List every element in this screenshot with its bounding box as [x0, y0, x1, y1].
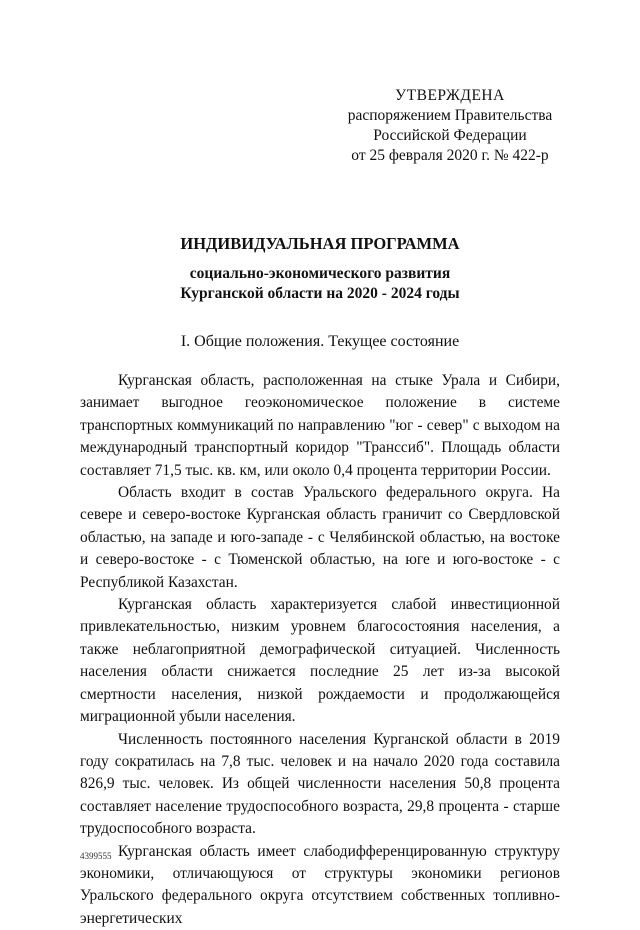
section-heading: I. Общие положения. Текущее состояние: [180, 333, 460, 350]
document-subtitle-line-2: Курганской области на 2020 - 2024 годы: [180, 285, 460, 302]
paragraph: Курганская область, расположенная на стыке Урала и Сибири, занимает выгодное геоэкономическое положение в системе транспортных коммуникаций по направлению "юг - север" с выходом на международный транспортный коридор "Транссиб". Площадь области составляет 71,5 тыс. кв. км, или около 0,4 процента территории России.: [80, 372, 560, 479]
paragraph: Численность постоянного населения Курганской области в 2019 году сократилась на 7,8 тыс. человек и на начало 2020 года составила 826,9 тыс. человек. Из общей численности населения 50,8 процента составляет население трудоспособного возраста, 29,8 процента - старше трудоспособного возраста.: [80, 730, 560, 838]
paragraph: Область входит в состав Уральского федерального округа. На севере и северо-востоке Курганская область граничит со Свердловской областью, на западе и юго-западе - с Челябинской областью, на востоке и северо-востоке - с Тюменской областью, на юге и юго-востоке - с Республикой Казахстан.: [80, 484, 560, 591]
footer-document-code: 4399555: [80, 851, 112, 861]
body-text: [80, 370, 560, 930]
paragraph: Курганская область имеет слабодифференцированную структуру экономики, отличающуюся от структуры экономики регионов Уральского федерального округа отсутствием собственных топливно-энергетических: [80, 842, 560, 927]
approval-date-number: от 25 февраля 2020 г. № 422-р: [351, 147, 549, 164]
document-title: ИНДИВИДУАЛЬНАЯ ПРОГРАММА: [180, 234, 460, 253]
approval-stamp-block: [330, 86, 570, 166]
approval-government-line: Российской Федерации: [373, 127, 527, 144]
approval-authority-line: распоряжением Правительства: [347, 107, 553, 124]
document-subtitle-line-1: социально-экономического развития: [189, 265, 451, 282]
paragraph: Курганская область характеризуется слабой инвестиционной привлекательностью, низким уровнем благосостояния населения, а также неблагоприятной демографической ситуацией. Численность населения области снижается последние 25 лет из-за высокой смертности населения, низкой рождаемости и продолжающейся миграционной убыли населения.: [80, 596, 560, 726]
approval-status: УТВЕРЖДЕНА: [395, 87, 505, 104]
document-title-block: [80, 234, 560, 304]
